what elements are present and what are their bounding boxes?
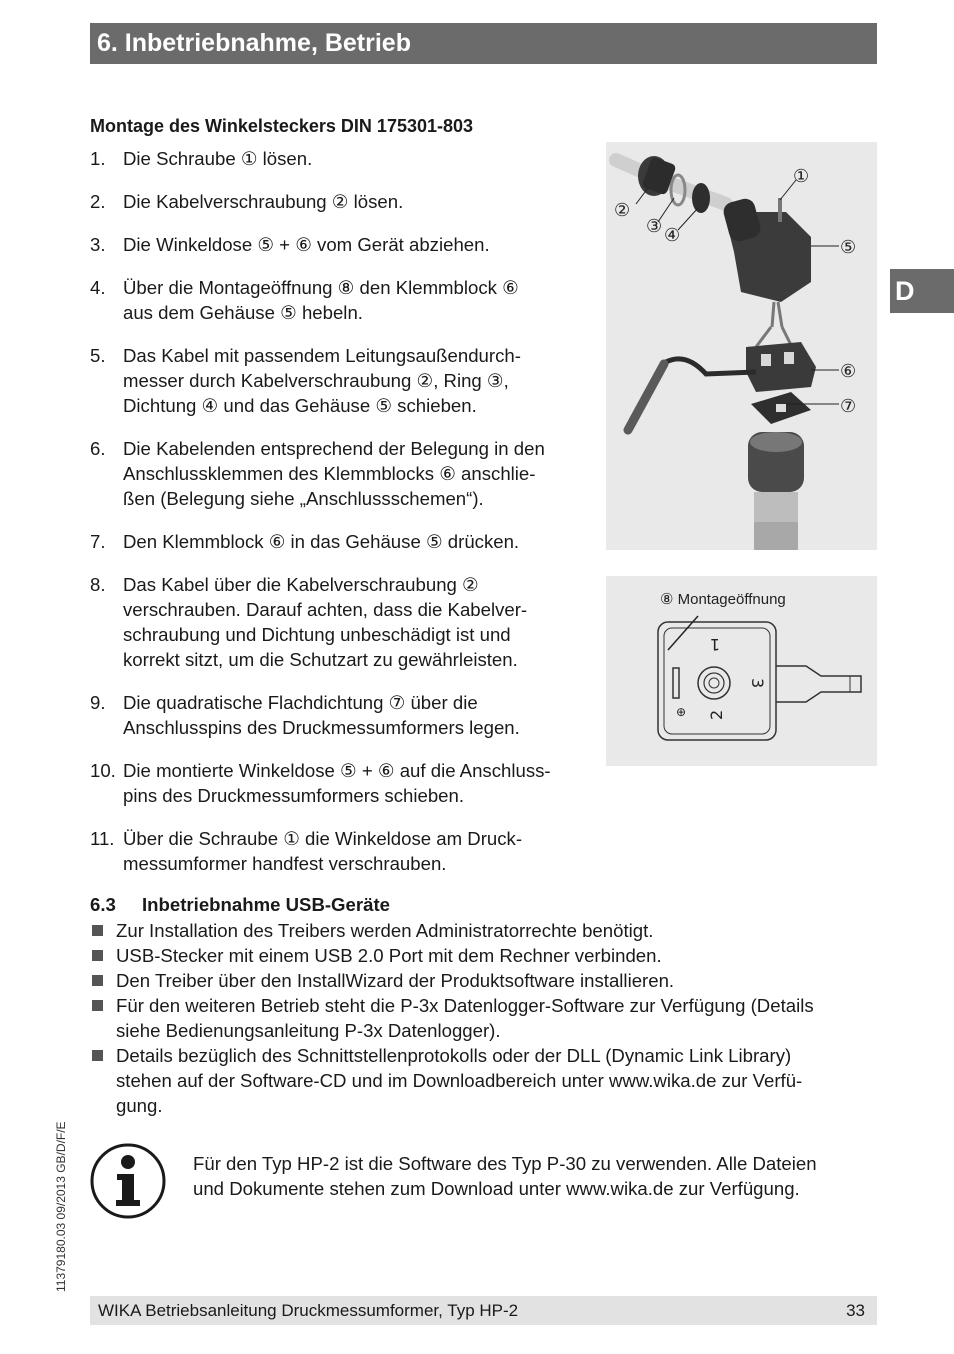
- step-item: [90, 275, 590, 325]
- document-code: 11379180.03 09/2013 GB/D/F/E: [54, 1121, 68, 1292]
- step-item: [90, 826, 590, 876]
- step-text: Die montierte Winkeldose ⑤ + ⑥ auf die Anschluss-: [123, 760, 551, 781]
- bullet-text: stehen auf der Software-CD und im Downloadbereich unter www.wika.de zur Verfü-: [116, 1070, 803, 1091]
- step-text: schraubung und Dichtung unbeschädigt ist und: [123, 624, 511, 645]
- figure-label-4: ④: [664, 225, 681, 246]
- step-item: [90, 436, 590, 511]
- bullet-item: [90, 943, 880, 968]
- bullet-text: siehe Bedienungsanleitung P-3x Datenlogger).: [116, 1020, 501, 1041]
- step-text: messer durch Kabelverschraubung ②, Ring ③,: [123, 370, 509, 391]
- pin-label-1: 1: [709, 635, 720, 654]
- pin-label-3: 3: [748, 678, 767, 689]
- montage-opening-caption: ⑧ Montageöffnung: [660, 591, 786, 608]
- step-text: Über die Schraube ① die Winkeldose am Druck-: [123, 828, 523, 849]
- step-text: Das Kabel über die Kabelverschraubung ②: [123, 574, 479, 595]
- step-text: Das Kabel mit passendem Leitungsaußendurch-: [123, 345, 521, 366]
- step-number: 7.: [90, 531, 106, 552]
- page-footer: [90, 1296, 877, 1325]
- step-item: [90, 189, 590, 214]
- bullet-item: [90, 993, 880, 1043]
- note-line: Für den Typ HP-2 ist die Software des Typ P-30 zu verwenden. Alle Dateien: [193, 1153, 817, 1174]
- pin-label-2: 2: [707, 709, 726, 720]
- step-text: Die Kabelverschraubung ② lösen.: [123, 191, 404, 212]
- bullet-text: Den Treiber über den InstallWizard der Produktsoftware installieren.: [116, 970, 675, 991]
- step-item: [90, 529, 590, 554]
- step-number: 8.: [90, 574, 106, 595]
- section-number: 6.3: [90, 894, 116, 915]
- step-text: Die Schraube ① lösen.: [123, 148, 313, 169]
- figure-label-3: ③: [646, 216, 663, 237]
- connector-exploded-figure: [606, 142, 877, 550]
- step-text: Anschlusspins des Druckmessumformers legen.: [123, 717, 520, 738]
- step-text: Anschlussklemmen des Klemmblocks ⑥ anschlie-: [123, 463, 536, 484]
- step-text: messumformer handfest verschrauben.: [123, 853, 447, 874]
- step-text: Die quadratische Flachdichtung ⑦ über die: [123, 692, 478, 713]
- bullet-item: [90, 968, 880, 993]
- step-number: 1.: [90, 148, 106, 169]
- step-number: 6.: [90, 438, 106, 459]
- step-item: [90, 343, 590, 418]
- step-text: aus dem Gehäuse ⑤ hebeln.: [123, 302, 363, 323]
- figure-label-1: ①: [793, 166, 810, 187]
- step-text: korrekt sitzt, um die Schutzart zu gewährleisten.: [123, 649, 518, 670]
- figure-label-5: ⑤: [840, 237, 857, 258]
- note-line: und Dokumente stehen zum Download unter www.wika.de zur Verfügung.: [193, 1178, 800, 1199]
- step-item: [90, 572, 590, 672]
- montage-heading: Montage des Winkelsteckers DIN 175301-803: [90, 116, 474, 136]
- bullet-square-icon: [92, 925, 103, 936]
- step-number: 5.: [90, 345, 106, 366]
- figure-label-7: ⑦: [840, 396, 857, 417]
- step-item: [90, 690, 590, 740]
- bullet-text: gung.: [116, 1095, 163, 1116]
- bullet-text: USB-Stecker mit einem USB 2.0 Port mit dem Rechner verbinden.: [116, 945, 662, 966]
- step-text: verschrauben. Darauf achten, dass die Kabelver-: [123, 599, 528, 620]
- connector-face-figure: [606, 576, 877, 766]
- connector-exploded-drawing: [606, 142, 877, 550]
- bullet-square-icon: [92, 950, 103, 961]
- step-text: Über die Montageöffnung ⑧ den Klemmblock ⑥: [123, 277, 519, 298]
- step-number: 9.: [90, 692, 106, 713]
- bullet-text: Für den weiteren Betrieb steht die P-3x Datenlogger-Software zur Verfügung (Details: [116, 995, 814, 1016]
- section-title: Inbetriebnahme USB-Geräte: [142, 894, 390, 915]
- chapter-title: 6. Inbetriebnahme, Betrieb: [90, 23, 877, 64]
- step-text: pins des Druckmessumformers schieben.: [123, 785, 465, 806]
- bullet-item: [90, 918, 880, 943]
- earth-symbol-icon: ⊕: [676, 705, 687, 719]
- step-text: Die Winkeldose ⑤ + ⑥ vom Gerät abziehen.: [123, 234, 490, 255]
- step-text: Den Klemmblock ⑥ in das Gehäuse ⑤ drücken.: [123, 531, 520, 552]
- step-number: 10.: [90, 760, 116, 781]
- montage-steps: [90, 146, 590, 894]
- step-text: Die Kabelenden entsprechend der Belegung in den: [123, 438, 545, 459]
- footer-title: WIKA Betriebsanleitung Druckmessumformer, Typ HP-2: [98, 1301, 519, 1320]
- bullet-square-icon: [92, 1000, 103, 1011]
- step-text: Dichtung ④ und das Gehäuse ⑤ schieben.: [123, 395, 477, 416]
- usb-bullets: [90, 918, 880, 1118]
- step-number: 2.: [90, 191, 106, 212]
- bullet-item: [90, 1043, 880, 1118]
- figure-label-6: ⑥: [840, 361, 857, 382]
- page-number: 33: [846, 1301, 865, 1320]
- bullet-square-icon: [92, 1050, 103, 1061]
- language-tab: D: [890, 269, 954, 313]
- bullet-text: Details bezüglich des Schnittstellenprotokolls oder der DLL (Dynamic Link Library): [116, 1045, 792, 1066]
- step-number: 11.: [90, 828, 115, 849]
- bullet-square-icon: [92, 975, 103, 986]
- bullet-text: Zur Installation des Treibers werden Administratorrechte benötigt.: [116, 920, 654, 941]
- step-number: 3.: [90, 234, 106, 255]
- info-icon: [89, 1142, 167, 1225]
- figure-label-2: ②: [614, 200, 631, 221]
- step-item: [90, 146, 590, 171]
- step-item: [90, 232, 590, 257]
- step-number: 4.: [90, 277, 106, 298]
- step-text: ßen (Belegung siehe „Anschlussschemen“).: [123, 488, 484, 509]
- note-text: [193, 1151, 883, 1201]
- connector-face-drawing: [606, 576, 877, 766]
- step-item: [90, 758, 590, 808]
- usb-section-heading: [90, 894, 390, 916]
